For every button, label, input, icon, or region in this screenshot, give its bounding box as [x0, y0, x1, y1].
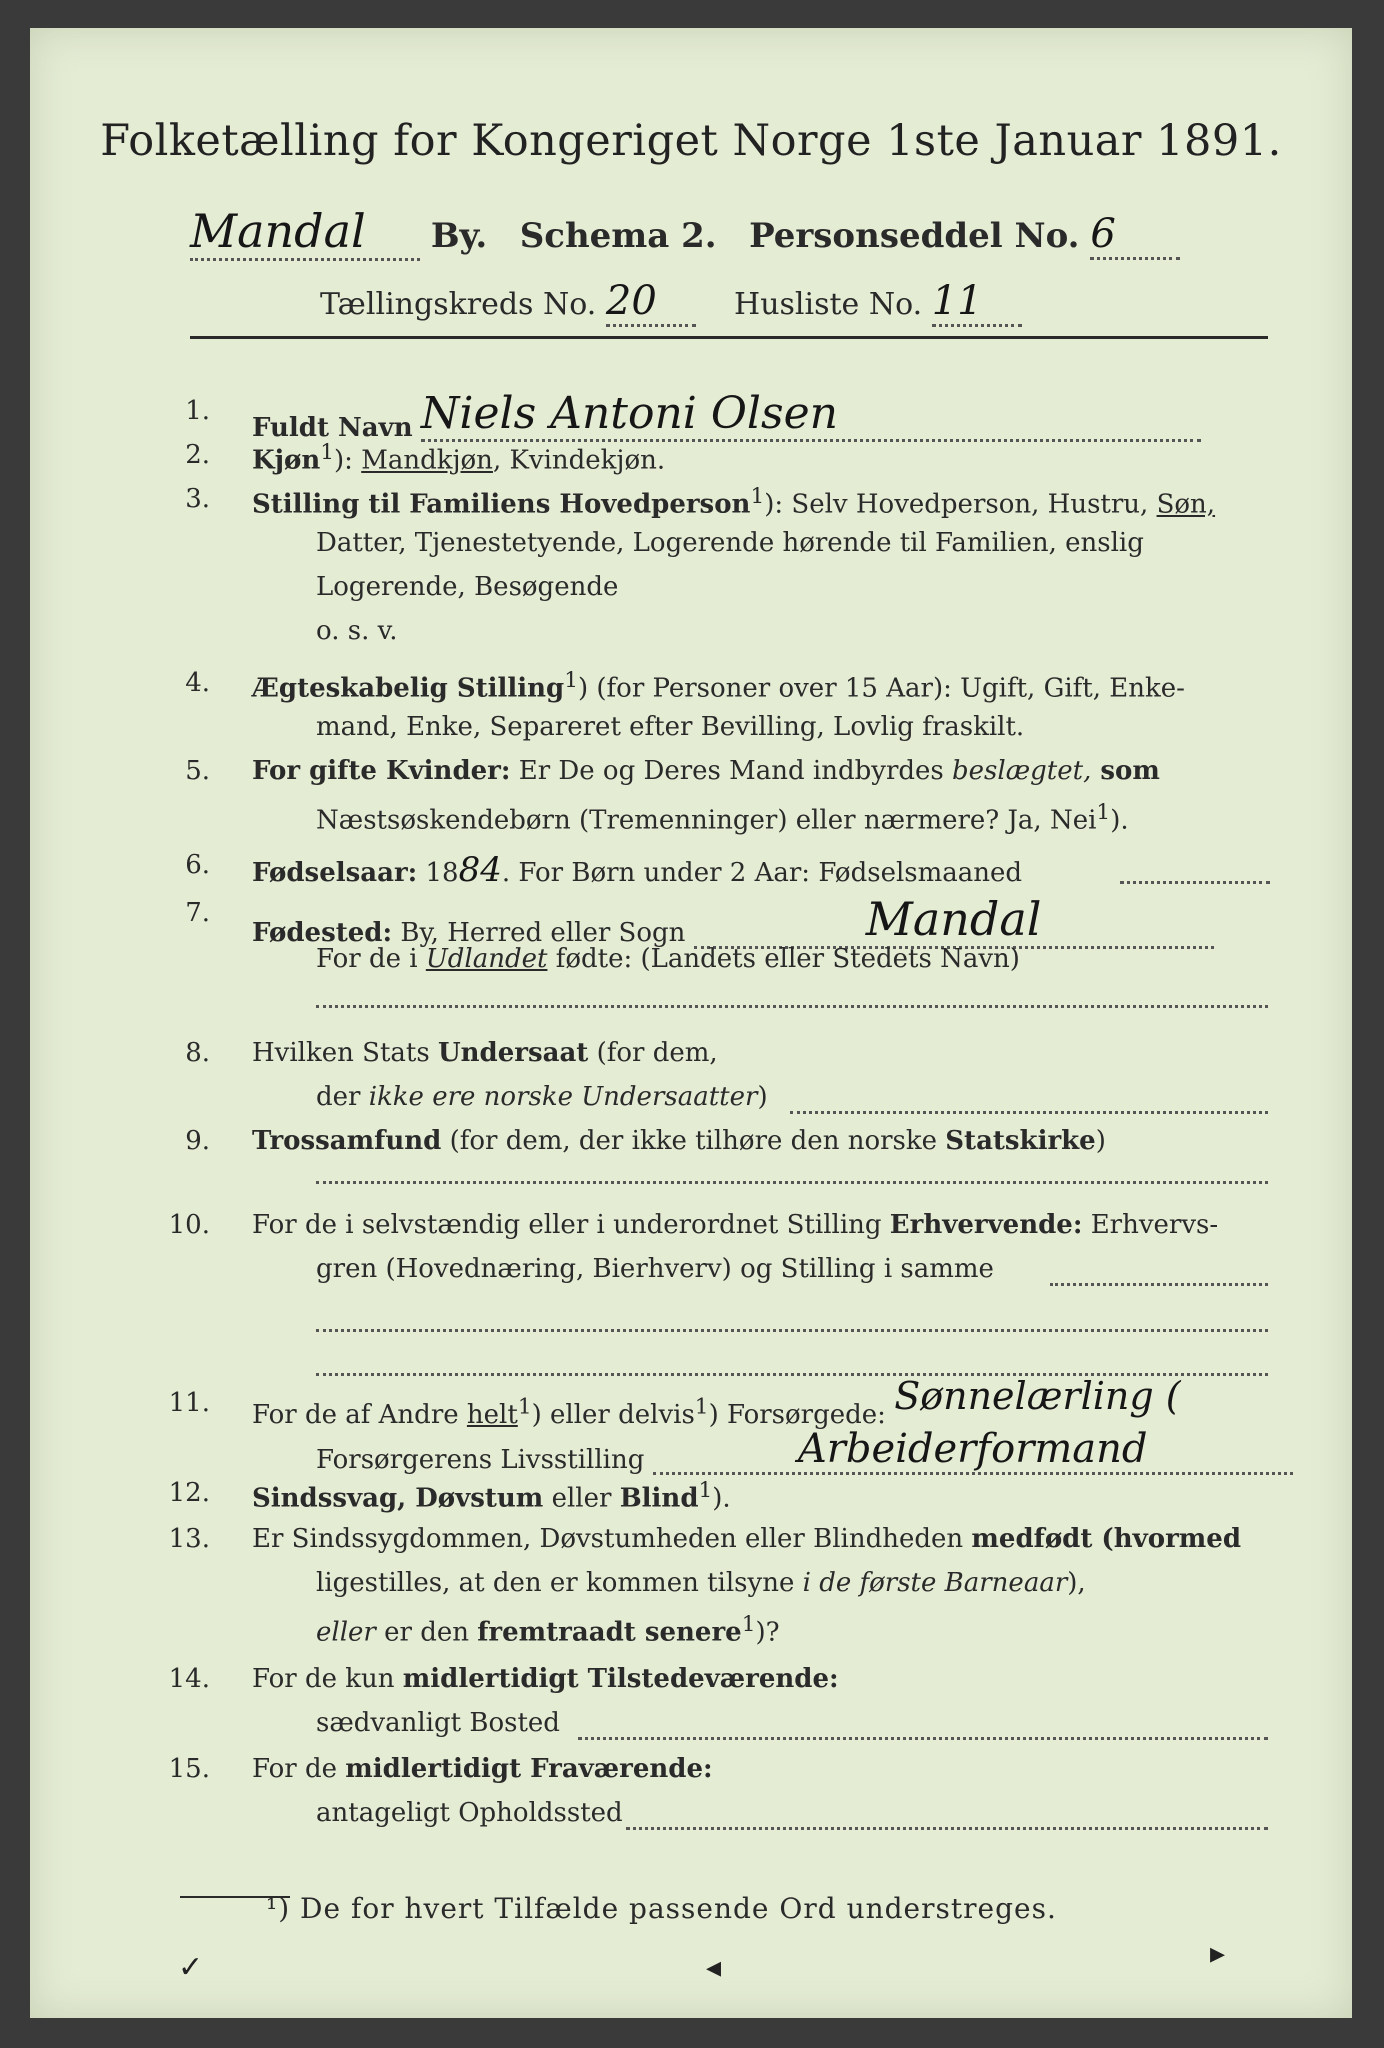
q8-label: Undersaat [437, 1038, 589, 1068]
q7-udlandet: Udlandet [425, 944, 548, 974]
header-rule [190, 336, 1268, 339]
q13-line1b: (hvormed [1092, 1524, 1242, 1554]
footnote-mark: 1 [750, 484, 765, 509]
usual-residence-field [578, 1736, 1268, 1740]
q13-line2b: ), [1067, 1568, 1086, 1598]
footnote: ¹) De for hvert Tilfælde passende Ord understreges. [266, 1892, 1057, 1925]
q8-line2a: der [316, 1082, 369, 1112]
birthplace-value: Mandal [694, 892, 1214, 949]
q15-label: midlertidigt Fraværende: [345, 1754, 713, 1784]
q13-line3b: fremtraadt senere [477, 1617, 742, 1648]
q13-label: medfødt [971, 1524, 1093, 1554]
q3-line1 [252, 484, 1215, 520]
q10-number: 10. [168, 1210, 210, 1240]
q3-label: Stilling til Familiens Hovedperson [252, 489, 751, 520]
q8-line2 [316, 1082, 768, 1112]
q11-number: 11. [168, 1388, 210, 1418]
q8-line2b: ) [757, 1082, 768, 1112]
q9-text: (for dem, der ikke tilhøre den norske [441, 1126, 946, 1156]
q9-statskirke: Statskirke [945, 1126, 1096, 1156]
q13-line3a: er den [375, 1617, 478, 1648]
q2-number: 2. [185, 440, 210, 470]
provider-occupation-value: Arbeiderformand [653, 1426, 1293, 1475]
q3-number: 3. [185, 484, 210, 514]
q9-line [252, 1126, 1106, 1156]
q1-number: 1. [185, 396, 210, 426]
q10-line2: gren (Hovednæring, Bierhverv) og Stilling i samme [316, 1254, 994, 1284]
q15-number: 15. [168, 1754, 210, 1784]
q5-beslaegtet: beslægtet, [952, 756, 1092, 786]
full-name-value: Niels Antoni Olsen [421, 388, 1201, 442]
q9-label: Trossamfund [252, 1126, 442, 1156]
q7-line2 [316, 944, 1020, 974]
q5-text: Er De og Deres Mand indbyrdes [510, 756, 953, 786]
q13-line1a: Er Sindssygdommen, Døvstumheden eller Blindheden [252, 1524, 972, 1554]
q13-line3i: eller [316, 1617, 376, 1648]
q13-line2a: ligestilles, at den er kommen tilsyne [316, 1568, 803, 1598]
citizenship-field [790, 1110, 1268, 1114]
kreds-line [320, 278, 1022, 327]
q7-label: Fødested: [252, 918, 393, 948]
by-label: By. [430, 216, 488, 256]
q5-som: som [1091, 756, 1160, 786]
q2-line [252, 440, 665, 476]
q5-line1 [252, 756, 1160, 786]
q4-text: ) (for Personer over 15 Aar): Ugift, Gift, Enke- [577, 673, 1185, 704]
taellingskreds-label: Tællingskreds No. [320, 287, 597, 322]
q13-number: 13. [168, 1524, 210, 1554]
q11-line1b: ) eller delvis [531, 1400, 695, 1430]
q13-close: )? [755, 1617, 780, 1648]
husliste-label: Husliste No. [734, 287, 923, 322]
q12-label: Sindssvag, Døvstum [252, 1483, 544, 1514]
registration-mark-icon: ◂ [706, 1950, 722, 1985]
footnote-mark: 1 [698, 1478, 713, 1503]
city-handwritten: Mandal [190, 204, 420, 261]
q8-line1b: (for dem, [588, 1038, 718, 1068]
census-form [30, 28, 1352, 2018]
footnote-mark: 1 [1096, 800, 1111, 825]
q7-text: By, Herred eller Sogn [392, 918, 686, 948]
q5-line2-text: Næstsøskendebørn (Tremenninger) eller nærmere? Ja, Nei [316, 805, 1097, 836]
q14-line2: sædvanligt Bosted [316, 1708, 560, 1738]
q2-option-male: Mandkjøn [361, 445, 493, 476]
q5-label: For gifte Kvinder: [252, 756, 511, 786]
q8-number: 8. [185, 1038, 210, 1068]
q6-prefix: 18 [417, 858, 459, 888]
personseddel-label: Personseddel No. [749, 216, 1080, 256]
q12-number: 12. [168, 1478, 210, 1508]
taellingskreds-no: 20 [606, 278, 696, 327]
registration-mark-icon: ✓ [178, 1950, 204, 1985]
q11-line1c: ) Forsørgede: [708, 1400, 886, 1430]
q4-number: 4. [185, 668, 210, 698]
q7-number: 7. [185, 898, 210, 928]
occupation-field-2 [316, 1328, 1268, 1332]
q3-line4: o. s. v. [316, 616, 398, 646]
birth-month-field [1120, 880, 1270, 884]
religion-field [316, 1180, 1268, 1184]
q1-label: Fuldt Navn [252, 413, 413, 443]
q7-line2a: For de i [316, 944, 426, 974]
q5-line2 [316, 800, 1129, 836]
presumed-location-field [626, 1826, 1268, 1830]
q3-line3: Logerende, Besøgende [316, 572, 619, 602]
q2-label: Kjøn [252, 445, 321, 476]
q10-line1b: Erhvervs- [1082, 1210, 1219, 1240]
birth-year-value: 84 [458, 850, 502, 890]
footnote-mark: 1 [694, 1394, 709, 1420]
footnote-mark: 1 [564, 668, 578, 693]
q2-option-female: , Kvindekjøn. [492, 445, 666, 476]
q11-helt: helt [466, 1400, 518, 1430]
q3-option-son: Søn, [1156, 489, 1216, 520]
foreign-birthplace-field [316, 1004, 1268, 1008]
q3-text: ): Selv Hovedperson, Hustru, [764, 489, 1157, 520]
q13-line1 [252, 1524, 1241, 1554]
q5-number: 5. [185, 756, 210, 786]
q6-line [252, 850, 1022, 890]
q10-line1a: For de i selvstændig eller i underordnet Stilling [252, 1210, 890, 1240]
q6-number: 6. [185, 850, 210, 880]
q15-line2: antageligt Opholdssted [316, 1798, 623, 1828]
form-title: Folketælling for Kongeriget Norge 1ste Januar 1891. [100, 116, 1282, 166]
q4-label: Ægteskabelig Stilling [252, 673, 565, 704]
q14-number: 14. [168, 1664, 210, 1694]
q11-line2 [316, 1426, 1293, 1481]
q3-line2: Datter, Tjenestetyende, Logerende hørende til Familien, enslig [316, 528, 1144, 558]
personseddel-no: 6 [1090, 211, 1180, 260]
q4-line2: mand, Enke, Separeret efter Bevilling, Lovlig fraskilt. [316, 712, 1025, 742]
q5-close: ). [1110, 805, 1129, 836]
q8-line1a: Hvilken Stats [252, 1038, 438, 1068]
q10-line1 [252, 1210, 1218, 1240]
q12-close: ). [712, 1483, 731, 1514]
q8-line2i: ikke ere norske Undersaatter [368, 1082, 758, 1112]
footnote-mark: 1 [320, 440, 335, 465]
q14-label: midlertidigt Tilstedeværende: [402, 1664, 839, 1694]
husliste-no: 11 [932, 278, 1022, 327]
q13-line2i: i de første Barneaar [802, 1568, 1068, 1598]
footnote-mark: 1 [741, 1612, 756, 1637]
q11-line1a: For de af Andre [252, 1400, 467, 1430]
q9-close: ) [1095, 1126, 1106, 1156]
q15-line1a: For de [252, 1754, 346, 1784]
q6-label: Fødselsaar: [252, 858, 418, 888]
city-line [190, 204, 1180, 261]
q2-text: ): [334, 445, 362, 476]
q13-line2 [316, 1568, 1086, 1598]
q12-blind: Blind [619, 1483, 699, 1514]
q12-text: eller [543, 1483, 620, 1514]
q11-line2-label: Forsørgerens Livsstilling [316, 1445, 645, 1475]
q4-line1 [252, 668, 1185, 704]
schema-label: Schema 2. [519, 216, 717, 256]
q14-line1 [252, 1664, 839, 1694]
q7-line2b: fødte: (Landets eller Stedets Navn) [547, 944, 1020, 974]
q8-line1 [252, 1038, 718, 1068]
footnote-mark: 1 [517, 1394, 532, 1420]
q13-line3 [316, 1612, 780, 1648]
q9-number: 9. [185, 1126, 210, 1156]
q10-label: Erhvervende: [889, 1210, 1083, 1240]
q6-rest: . For Børn under 2 Aar: Fødselsmaaned [501, 858, 1023, 888]
supported-value: Sønnelærling ( [894, 1374, 1181, 1418]
occupation-field-1 [1050, 1282, 1268, 1286]
registration-mark-icon: ▸ [1210, 1936, 1226, 1971]
q14-line1a: For de kun [252, 1664, 403, 1694]
q12-line [252, 1478, 731, 1514]
q15-line1 [252, 1754, 713, 1784]
